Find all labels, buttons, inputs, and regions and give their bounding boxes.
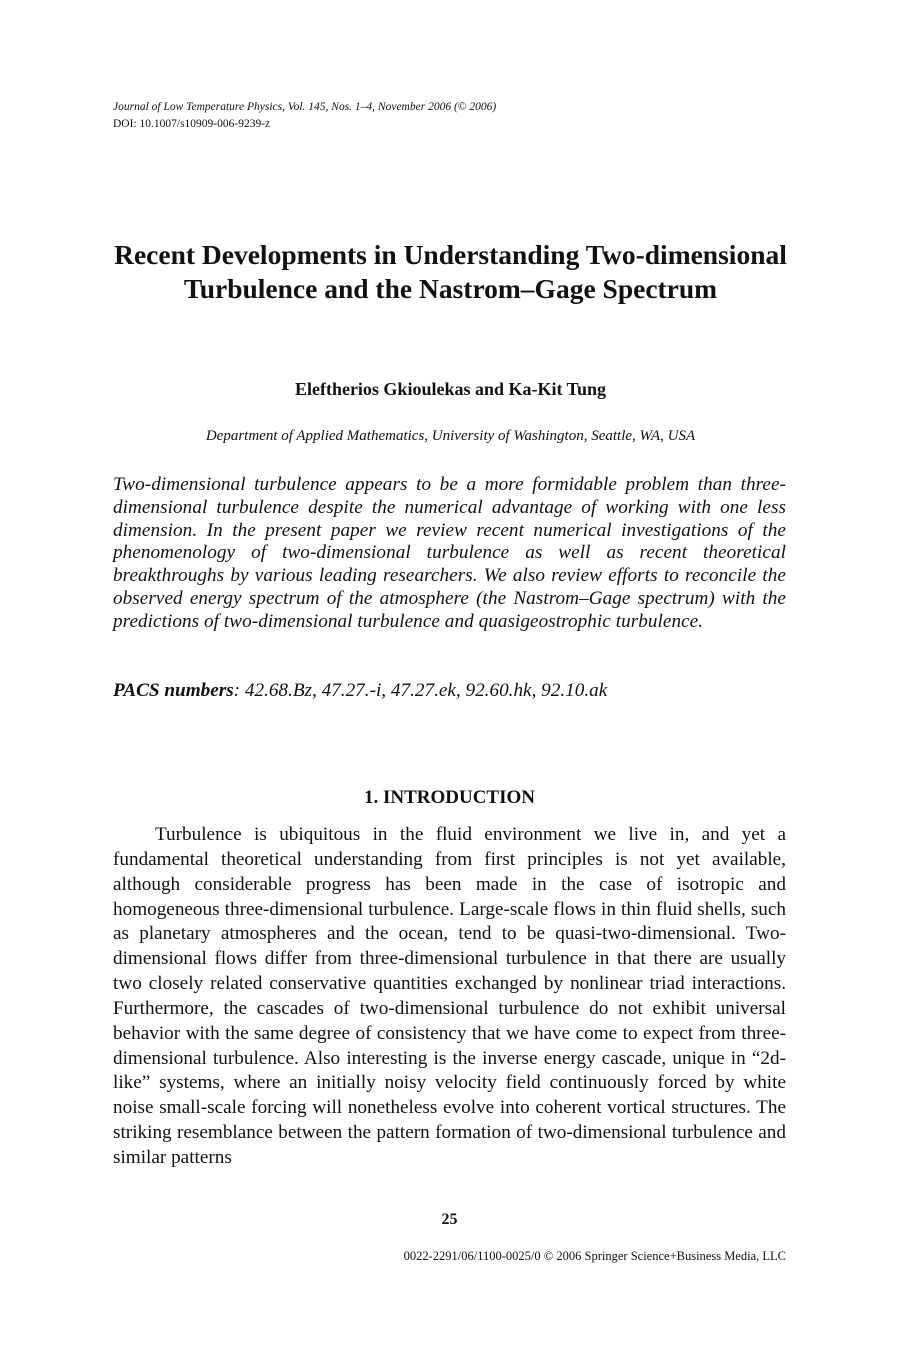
affiliation: Department of Applied Mathematics, University of Washington, Seattle, WA, USA (205, 428, 696, 444)
body-paragraph: Turbulence is ubiquitous in the fluid environment we live in, and yet a fundamental theoretical understanding from first principles is not yet available, although considerable progress has been made in the case of isotropic and homogeneous three-dimensional turbulence. Large-scale flows in thin fluid shells, such as planetary atmospheres and the ocean, tend to be quasi-two-dimensional. Two-dimensional flows differ from three-dimensional turbulence in that there are usually two closely related conservative quantities exchanged by nonlinear triad interactions. Furthermore, the cascades of two-dimensional turbulence do not exhibit universal behavior with the same degree of consistency that we have come to expect from three-dimensional turbulence. Also interesting is the inverse energy cascade, unique in “2d-like” systems, where an initially noisy velocity field continuously forced by white noise small-scale forcing will nonetheless evolve into coherent vortical structures. The striking resemblance between the pattern formation of two-dimensional turbulence and similar patterns (113, 824, 786, 1168)
copyright-line: 0022-2291/06/1100-0025/0 © 2006 Springer Science+Business Media, LLC (403, 1249, 786, 1263)
doi: DOI: 10.1007/s10909-006-9239-z (113, 118, 271, 130)
section-heading: 1. INTRODUCTION (363, 787, 536, 808)
journal-citation: Journal of Low Temperature Physics, Vol. 145, Nos. 1–4, November 2006 (© 2006) (113, 101, 497, 113)
paper-title: Recent Developments in Understanding Two-dimensional Turbulence and the Nastrom–Gage Spectrum (114, 239, 787, 304)
pacs-label: PACS numbers (113, 680, 234, 701)
page-number: 25 (441, 1211, 458, 1228)
abstract: Two-dimensional turbulence appears to be a more formidable problem than three-dimensional turbulence despite the numerical advantage of working with one less dimension. In the present paper we review recent numerical investigations of the phenomenology of two-dimensional turbulence as well as recent theoretical breakthroughs by various leading researchers. We also review efforts to reconcile the observed energy spectrum of the atmosphere (the Nastrom–Gage spectrum) with the predictions of two-dimensional turbulence and quasigeostrophic turbulence. (113, 474, 786, 632)
pacs-values: : 42.68.Bz, 47.27.-i, 47.27.ek, 92.60.hk, 92.10.ak (233, 680, 608, 701)
authors: Eleftherios Gkioulekas and Ka-Kit Tung (294, 379, 607, 399)
pacs-line (113, 679, 786, 703)
